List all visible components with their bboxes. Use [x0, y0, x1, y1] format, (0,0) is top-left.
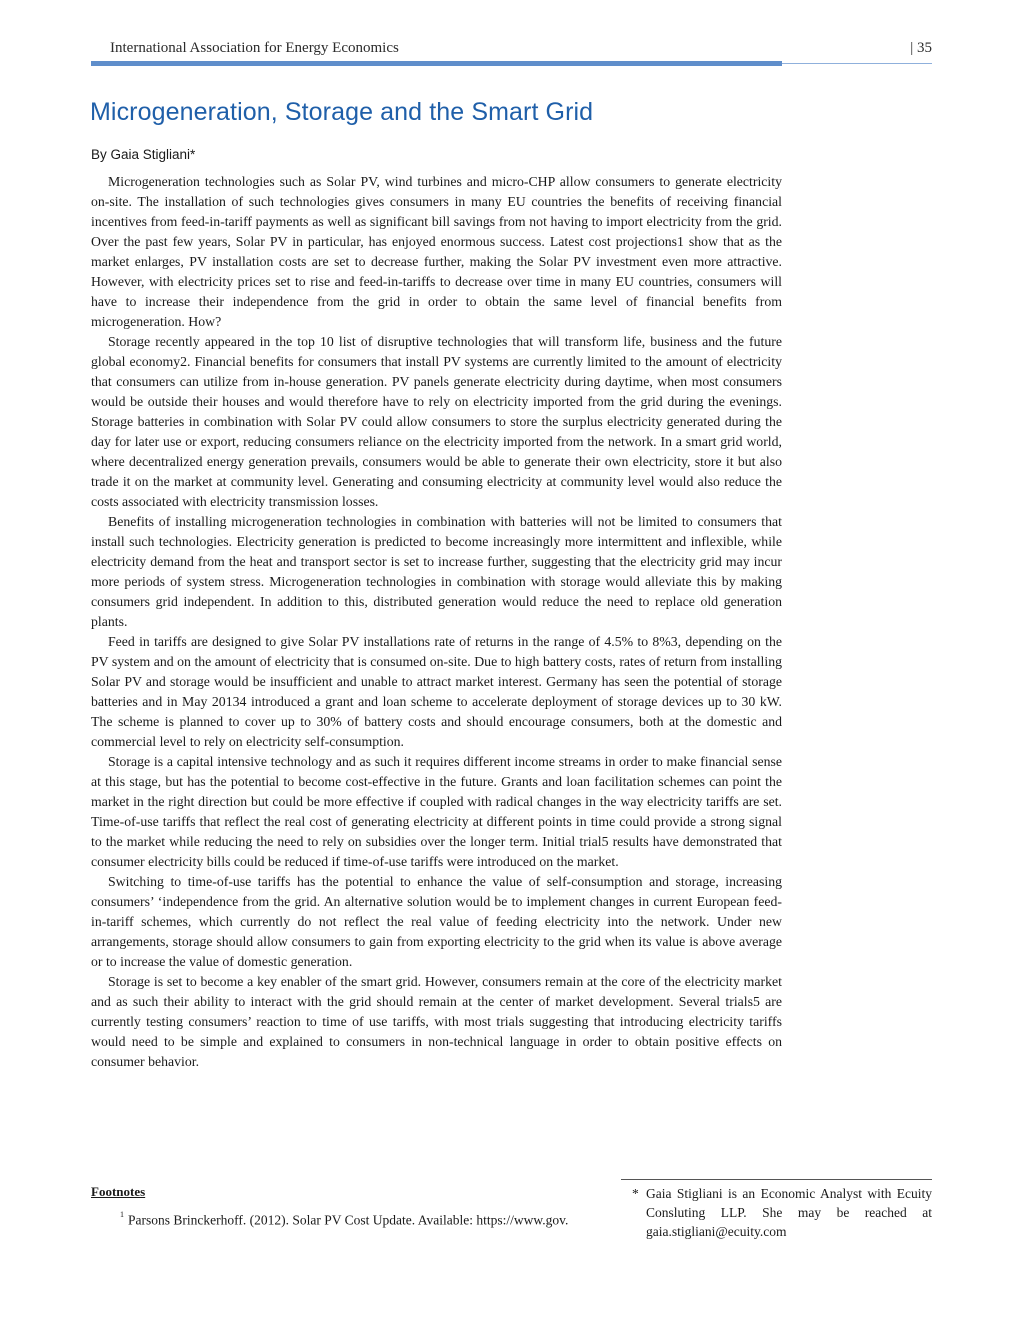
running-header — [91, 38, 932, 60]
footnote-item — [120, 1212, 640, 1229]
footnote-divider — [621, 1179, 932, 1180]
paragraph: Benefits of installing microgeneration technologies in combination with batteries will not be limited to consumers that install such technologies. Electricity generation is predicted to become increasingly more intermittent and inflexible, while electricity demand from the heat and transport sector is set to increase further, suggesting that the electricity grid may incur more periods of system stress. Microgeneration technologies in combination with storage would alleviate this by making consumers grid independent. In addition to this, distributed generation would reduce the need to replace old generation plants. — [91, 514, 782, 629]
paragraph: Switching to time-of-use tariffs has the potential to enhance the value of self-consumption and storage, increasing consumers’ ‘independence from the grid. An alternative solution would be to implement changes in current European feed-in-tariff schemes, which currently do not reflect the real value of feeding electricity into the network. Under new arrangements, storage should allow consumers to gain from exporting electricity to the grid when its value is above average or to increase the value of domestic generation. — [91, 874, 782, 969]
paragraph: Storage is a capital intensive technology and as such it requires different income streams in order to make financial sense at this stage, but has the potential to become cost-effective in the future. Grants and loan facilitation schemes can point the market in the right direction but could be more effective if coupled with radical changes in the way electricity tariffs are set. Time-of-use tariffs that reflect the real cost of generating electricity at different points in time could provide a strong signal to the market while reducing the need to rely on subsidies over the longer term. Initial trial5 results have demonstrated that consumer electricity bills could be reduced if time-of-use tariffs were introduced on the market. — [91, 754, 782, 869]
byline: By Gaia Stigliani* — [91, 147, 196, 162]
header-rule-thick — [91, 61, 782, 66]
paragraph: Storage is set to become a key enabler of the smart grid. However, consumers remain at the core of the electricity market and as such their ability to interact with the grid should remain at the center of market development. Several trials5 are currently testing consumers’ reaction to time of use tariffs, with most trials suggesting that introducing electricity tariffs would need to be simple and explained to consumers in non-technical language in order to obtain positive effects on consumer behavior. — [91, 974, 782, 1069]
footnote-text: Parsons Brinckerhoff. (2012). Solar PV Cost Update. Available: https://www.gov. — [128, 1212, 569, 1228]
journal-name: International Association for Energy Economics — [110, 40, 399, 56]
paragraph: Feed in tariffs are designed to give Solar PV installations rate of returns in the range of 4.5% to 8%3, depending on the PV system and on the amount of electricity that is consumed on-site. Due to high battery costs, rates of return from installing Solar PV and storage would be insufficient and unable to attract market interest. Germany has seen the potential of storage batteries and in May 20134 introduced a grant and loan scheme to accelerate deployment of storage devices up to 30 kW. The scheme is planned to cover up to 30% of battery costs and should encourage consumers, both at the domestic and commercial level to rely on electricity self-consumption. — [91, 634, 782, 749]
footnotes-heading: Footnotes — [91, 1184, 146, 1199]
paragraph: Microgeneration technologies such as Solar PV, wind turbines and micro-CHP allow consumers to generate electricity on-site. The installation of such technologies gives consumers in many EU countries the benefits of receiving financial incentives from feed-in-tariff payments as well as significant bill savings from not having to import electricity from the grid. Over the past few years, Solar PV in particular, has enjoyed enormous success. Latest cost projections1 show that as the market enlarges, PV installation costs are set to decrease further, making the Solar PV investment even more attractive. However, with electricity prices set to rise and feed-in-tariffs to decrease over time in many EU countries, consumers will have to increase their independence from the grid in order to obtain the same level of financial benefits from microgeneration. How? — [91, 174, 782, 329]
paragraph: Storage recently appeared in the top 10 list of disruptive technologies that will transform life, business and the future global economy2. Financial benefits for consumers that install PV systems are currently limited to the amount of electricity that consumers can utilize from in-house generation. PV panels generate electricity during daytime, when most consumers would be outside their houses and would therefore have to rely on electricity imported from the grid during the evenings. Storage batteries in combination with Solar PV could allow consumers to store the surplus electricity generated during the day for later use or export, reducing consumers reliance on the electricity imported from the network. In a smart grid world, where decentralized energy generation prevails, consumers would be able to generate their own electricity, store it but also trade it on the market at community level. Generating and consuming electricity at community level would also reduce the costs associated with electricity transmission losses. — [91, 334, 782, 509]
author-note-marker: * — [632, 1186, 639, 1201]
article-body — [91, 172, 782, 1072]
author-note — [632, 1184, 932, 1241]
author-note-text: Gaia Stigliani is an Economic Analyst with Ecuity Consluting LLP. She may be reached at gaia.stigliani@ecuity.com — [646, 1186, 932, 1239]
footnote-marker: 1 — [120, 1210, 124, 1219]
article-title: Microgeneration, Storage and the Smart Grid — [90, 98, 594, 126]
page-number: | 35 — [910, 40, 932, 56]
